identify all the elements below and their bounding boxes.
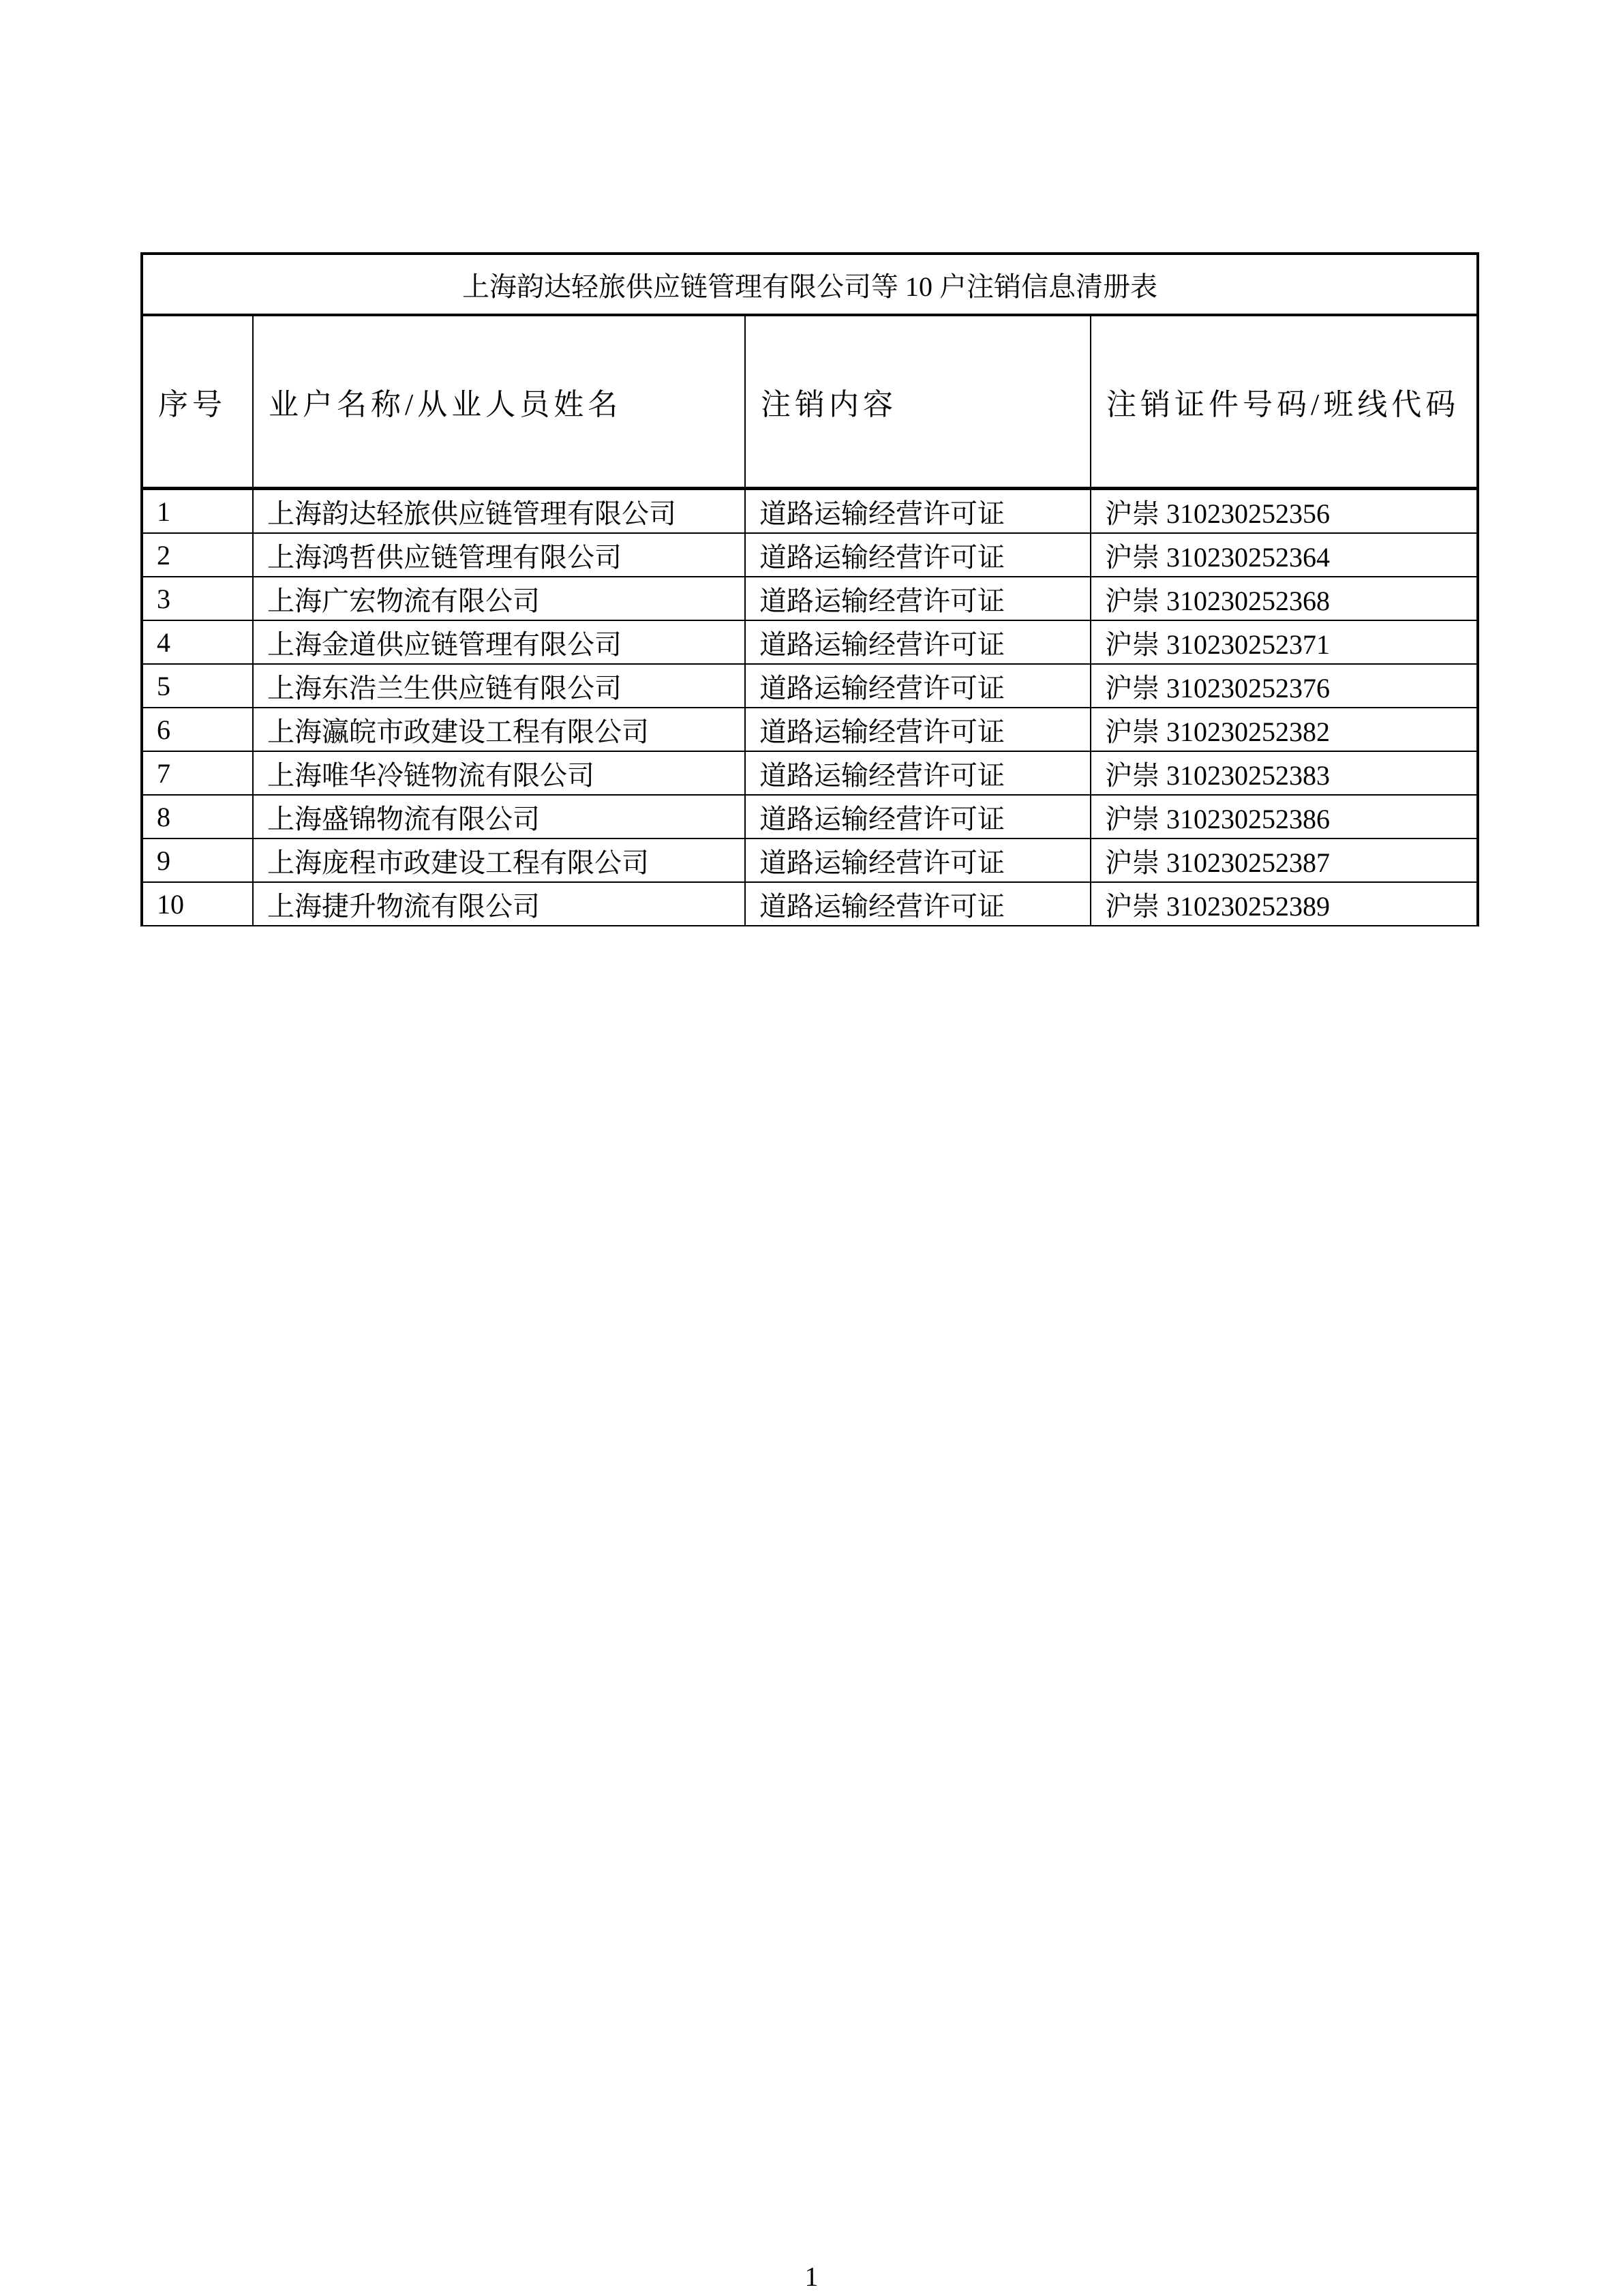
table-row	[142, 751, 1478, 795]
cell-index: 2	[142, 533, 253, 577]
table-row	[142, 533, 1478, 577]
page-number: 1	[804, 2261, 819, 2292]
cell-index: 5	[142, 664, 253, 708]
cell-name: 上海东浩兰生供应链有限公司	[253, 664, 745, 708]
table-header-row	[142, 315, 1478, 489]
cell-certificate: 沪崇 310230252364	[1091, 533, 1478, 577]
cell-index: 3	[142, 577, 253, 620]
cell-certificate: 沪崇 310230252389	[1091, 882, 1478, 926]
cell-certificate: 沪崇 310230252371	[1091, 620, 1478, 664]
cell-name: 上海韵达轻旅供应链管理有限公司	[253, 489, 745, 534]
cell-name: 上海唯华冷链物流有限公司	[253, 751, 745, 795]
cell-content: 道路运输经营许可证	[745, 882, 1091, 926]
cell-content: 道路运输经营许可证	[745, 533, 1091, 577]
table-row	[142, 620, 1478, 664]
cell-content: 道路运输经营许可证	[745, 839, 1091, 882]
cell-index: 6	[142, 708, 253, 751]
table-row	[142, 577, 1478, 620]
cell-name: 上海鸿哲供应链管理有限公司	[253, 533, 745, 577]
table-row	[142, 839, 1478, 882]
table-row	[142, 795, 1478, 839]
table-row	[142, 489, 1478, 534]
header-certificate: 注销证件号码/班线代码	[1091, 315, 1478, 489]
cell-content: 道路运输经营许可证	[745, 664, 1091, 708]
cell-certificate: 沪崇 310230252368	[1091, 577, 1478, 620]
table-row	[142, 664, 1478, 708]
cell-content: 道路运输经营许可证	[745, 751, 1091, 795]
table-row	[142, 708, 1478, 751]
cell-certificate: 沪崇 310230252386	[1091, 795, 1478, 839]
table-title-row	[142, 254, 1478, 315]
cell-content: 道路运输经营许可证	[745, 489, 1091, 534]
cell-name: 上海瀛皖市政建设工程有限公司	[253, 708, 745, 751]
header-index: 序号	[142, 315, 253, 489]
cell-index: 7	[142, 751, 253, 795]
cell-index: 8	[142, 795, 253, 839]
cell-certificate: 沪崇 310230252356	[1091, 489, 1478, 534]
header-name: 业户名称/从业人员姓名	[253, 315, 745, 489]
cell-certificate: 沪崇 310230252383	[1091, 751, 1478, 795]
cell-content: 道路运输经营许可证	[745, 708, 1091, 751]
cell-name: 上海金道供应链管理有限公司	[253, 620, 745, 664]
cell-name: 上海庞程市政建设工程有限公司	[253, 839, 745, 882]
cell-index: 9	[142, 839, 253, 882]
table-row	[142, 882, 1478, 926]
cell-index: 1	[142, 489, 253, 534]
cell-name: 上海捷升物流有限公司	[253, 882, 745, 926]
cancellation-table	[140, 252, 1479, 926]
cell-index: 10	[142, 882, 253, 926]
cell-certificate: 沪崇 310230252382	[1091, 708, 1478, 751]
table-title: 上海韵达轻旅供应链管理有限公司等 10 户注销信息清册表	[142, 254, 1478, 315]
cell-name: 上海广宏物流有限公司	[253, 577, 745, 620]
cell-certificate: 沪崇 310230252387	[1091, 839, 1478, 882]
cell-content: 道路运输经营许可证	[745, 577, 1091, 620]
cell-content: 道路运输经营许可证	[745, 620, 1091, 664]
cell-certificate: 沪崇 310230252376	[1091, 664, 1478, 708]
cell-content: 道路运输经营许可证	[745, 795, 1091, 839]
header-content: 注销内容	[745, 315, 1091, 489]
cell-name: 上海盛锦物流有限公司	[253, 795, 745, 839]
cell-index: 4	[142, 620, 253, 664]
